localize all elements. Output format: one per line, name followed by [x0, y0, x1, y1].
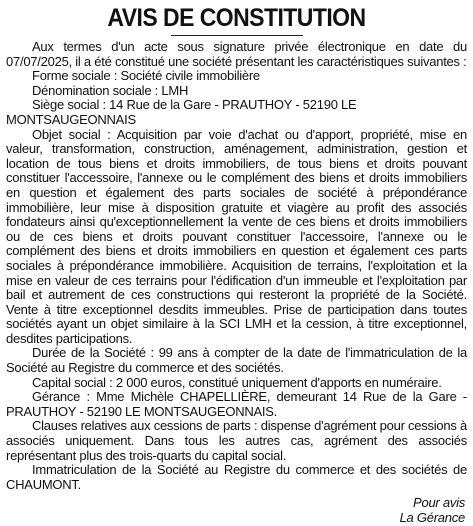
signature-block — [6, 496, 465, 525]
corporate-purpose-paragraph: Objet social : Acquisition par voie d'achat ou d'apport, propriété, mise en valeur, transformation, construction, aménagement, administration, gestion et location de tous biens et droits immobiliers, de tous biens et droits pouvant constituer l'accessoire, l'annexe ou le complément des biens et droits immobiliers en question et également des parts sociales de société à prépondérance immobilière, leur mise à disposition gratuite et viagère au profit des associés fondateurs ainsi qu'exceptionnellement la vente de ces biens et droits immobiliers ou de ces biens et droits pouvant constituer l'accessoire, l'annexe ou le complément des biens et droits immobiliers en question et également ces parts sociales à prépondérance immobilière. Acquisition de terrains, l'exploitation et la mise en valeur de ces terrains pour l'édification d'un immeuble et l'exploitation par bail et autrement de ces constructions qui resteront la propriété de la Société. Vente à titre exceptionnel desdits immeubles. Prise de participation dans toutes sociétés ayant un objet similaire à la SCI LMH et la cession, à titre exceptionnel, desdites participations. — [6, 126, 467, 346]
legal-form-line: Forme sociale : Société civile immobilière — [32, 68, 260, 84]
registered-office-line: Siège social : 14 Rue de la Gare - PRAUTHOY - 52190 LE MONTSAUGEONNAIS — [6, 97, 357, 127]
share-transfer-paragraph: Clauses relatives aux cessions de parts : dispense d'agrément pour cessions à associés uniquement. Dans tous les autres cas, agrément des associés représentant plus des trois-quarts du capital social. — [6, 418, 467, 463]
duration-paragraph: Durée de la Société : 99 ans à compter de la date de l'immatriculation de la Société au Registre du commerce et des sociétés. — [6, 345, 467, 376]
company-name-line: Dénomination sociale : LMH — [32, 82, 189, 98]
signature-line-for-notice: Pour avis — [413, 495, 465, 511]
registration-paragraph: Immatriculation de la Société au Registre du commerce et des sociétés de CHAUMONT. — [6, 462, 467, 492]
notice-title: AVIS DE CONSTITUTION — [107, 4, 366, 32]
share-capital-line: Capital social : 2 000 euros, constitué uniquement d'apports en numéraire. — [32, 374, 442, 390]
title-underline — [171, 35, 303, 36]
management-paragraph: Gérance : Mme Michèle CHAPELLIÈRE, demeurant 14 Rue de la Gare - PRAUTHOY - 52190 LE MONTSAUGEONNAIS. — [6, 389, 467, 419]
intro-paragraph: Aux termes d'un acte sous signature privée électronique en date du 07/07/2025, il a été constitué une société présentant les caractéristiques suivantes : — [6, 39, 467, 69]
signature-line-management: La Gérance — [399, 510, 465, 525]
